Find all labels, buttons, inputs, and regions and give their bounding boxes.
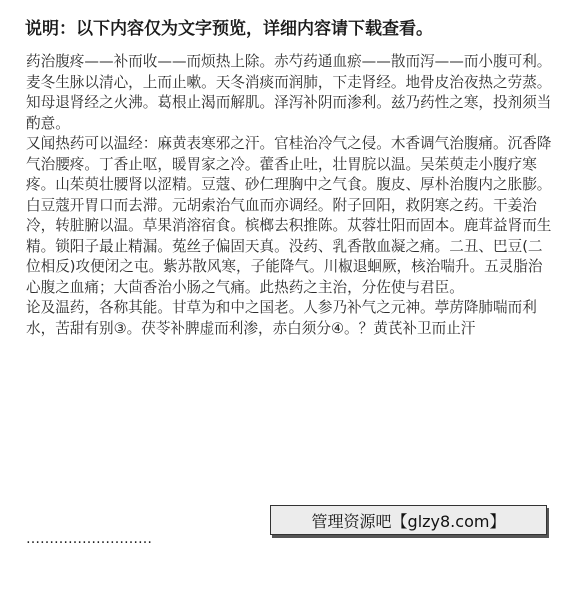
watermark-label: 管理资源吧【glzy8.com】 xyxy=(270,505,547,535)
paragraph-hot-herbs: 又闻热药可以温经：麻黄表寒邪之汗。官桂治冷气之侵。木香调气治腹痛。沉香降气治腰疼。丁香止呕，暖胃家之冷。藿香止吐，壮胃脘以温。吴茱萸走小腹疗寒疼。山茱萸壮腰肾以涩精。豆蔻、砂仁理胸中之气食。腹皮、厚朴治腹内之胀膨。白豆蔻开胃口而去滞。元胡索治气血而亦调经。附子回阳，救阴寒之药。干姜治冷，转脏腑以温。草果消溶宿食。槟榔去积推陈。苁蓉壮阳而固本。鹿茸益肾而生精。锁阳子最止精漏。菟丝子偏固天真。没药、乳香散血凝之痛。二丑、巴豆(二位相反)攻便闭之屯。紫苏散风寒，子能降气。川椒退蛔厥，核治喘升。五灵脂治心腹之血痛；大茴香治小肠之气痛。此热药之主治，分佐使与君臣。 xyxy=(26,135,552,296)
article-body xyxy=(26,52,556,339)
paragraph-warm-herbs: 论及温药，各称其能。甘草为和中之国老。人参乃补气之元神。葶苈降肺喘而利水，苦甜有别③。茯苓补脾虚而利渗，赤白须分④。？黄芪补卫而止汗 xyxy=(26,299,537,337)
preview-notice: 说明：以下内容仅为文字预览，详细内容请下载查看。 xyxy=(25,19,433,39)
paragraph-cold-herbs: 药治腹疼——补而收——而烦热上除。赤芍药通血瘀——散而泻——而小腹可利。麦冬生脉以清心，上而止嗽。天冬消痰而润肺，下走肾经。地骨皮治夜热之劳蒸。知母退肾经之火沸。葛根止渴而解肌。泽泻补阴而渗利。兹乃药性之寒，投剂须当酌意。 xyxy=(26,53,552,132)
truncation-ellipsis: ……………………… xyxy=(26,531,152,547)
